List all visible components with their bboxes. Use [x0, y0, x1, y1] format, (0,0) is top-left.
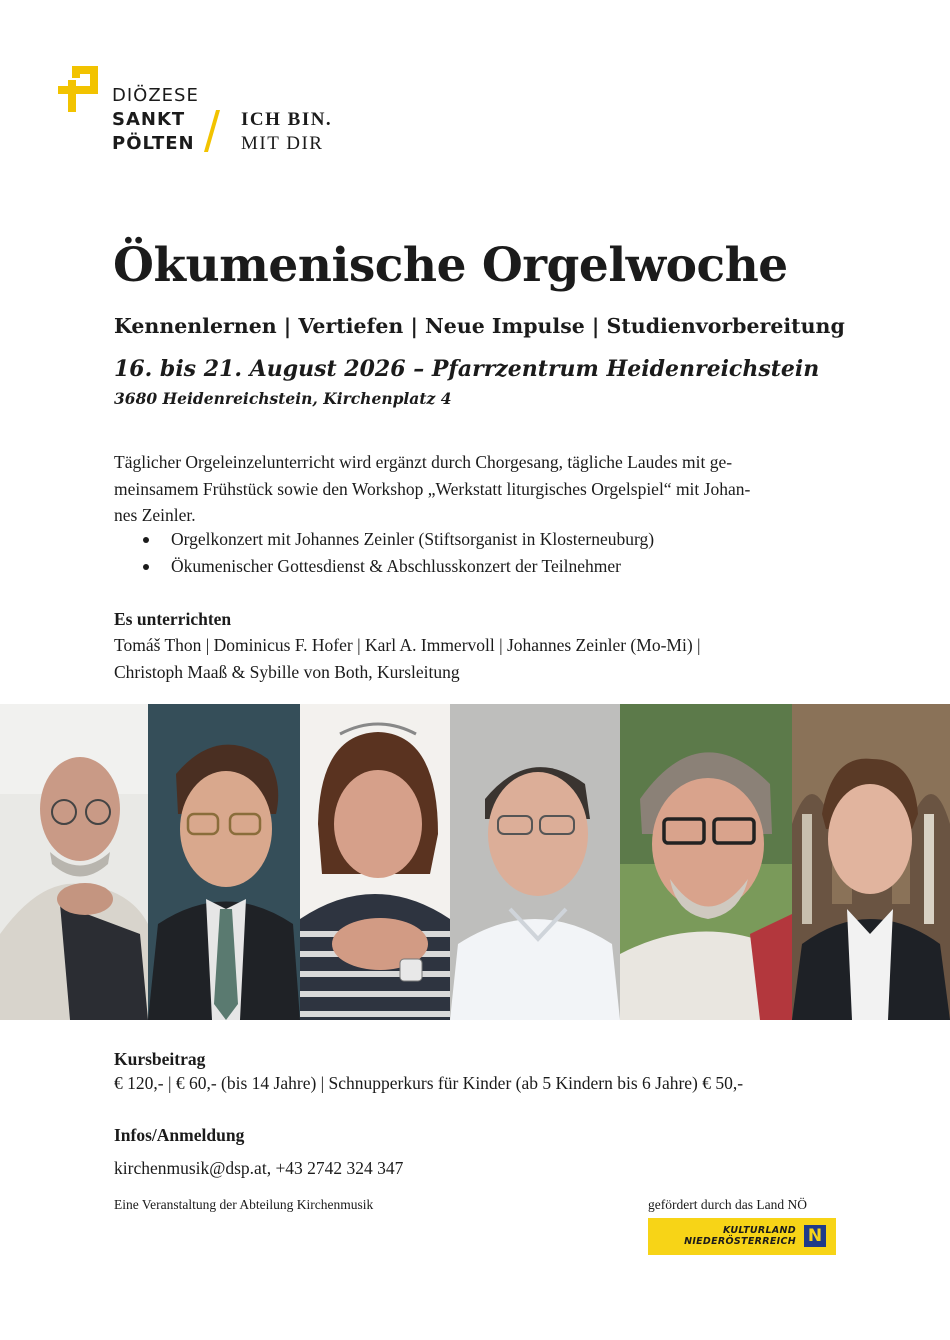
portrait-photo-2 — [148, 704, 300, 1020]
logo-divider — [204, 110, 220, 152]
list-item — [114, 553, 834, 580]
bullet-icon — [143, 564, 149, 570]
list-item-text: Ökumenischer Gottesdienst & Abschlusskonzert der Teilnehmer — [171, 556, 621, 576]
portrait-photo-3 — [300, 704, 450, 1020]
list-item-text: Orgelkonzert mit Johannes Zeinler (Stiftsorganist in Klosterneuburg) — [171, 529, 655, 549]
kulturland-wordmark — [684, 1225, 796, 1247]
diocese-logo — [58, 66, 378, 166]
description-line: meinsamem Frühstück sowie den Workshop „Werkstatt liturgisches Orgelspiel“ mit Johan- — [114, 478, 751, 499]
kulturland-line1: KULTURLAND — [723, 1225, 796, 1236]
organizer-note: Eine Veranstaltung der Abteilung Kirchenmusik — [114, 1197, 374, 1212]
description — [114, 449, 834, 529]
logo-claim-line2: MIT DIR — [241, 133, 324, 154]
page-title: Ökumenische Orgelwoche — [113, 238, 788, 293]
teachers-line: Tomáš Thon | Dominicus F. Hofer | Karl A. Immervoll | Johannes Zeinler (Mo-Mi) | — [114, 635, 701, 655]
list-item — [114, 526, 834, 553]
teachers-list — [114, 632, 701, 686]
diocese-name-line2: SANKT — [112, 109, 186, 130]
teacher-photos — [0, 704, 950, 1020]
portrait-photo-4 — [450, 704, 620, 1020]
fee-text: € 120,- | € 60,- (bis 14 Jahre) | Schnupperkurs für Kinder (ab 5 Kindern bis 6 Jahre) € 50,- — [114, 1073, 744, 1093]
funding-note: gefördert durch das Land NÖ — [648, 1197, 807, 1212]
bullet-icon — [143, 537, 149, 543]
kulturland-n-icon: N — [804, 1225, 826, 1247]
kulturland-line2: NIEDERÖSTERREICH — [684, 1236, 796, 1247]
fee-heading: Kursbeitrag — [114, 1049, 206, 1069]
event-address: 3680 Heidenreichstein, Kirchenplatz 4 — [114, 389, 452, 408]
portrait-photo-6 — [792, 704, 950, 1020]
subtitle: Kennenlernen | Vertiefen | Neue Impulse | Studienvorbereitung — [114, 314, 845, 338]
portrait-photo-1 — [0, 704, 148, 1020]
teachers-heading: Es unterrichten — [114, 609, 232, 629]
teachers-line: Christoph Maaß & Sybille von Both, Kursleitung — [114, 662, 460, 682]
diocese-name-line1: DIÖZESE — [112, 85, 199, 106]
contact-info[interactable]: kirchenmusik@dsp.at, +43 2742 324 347 — [114, 1158, 404, 1178]
description-line: Täglicher Orgeleinzelunterricht wird ergänzt durch Chorgesang, tägliche Laudes mit ge- — [114, 452, 733, 472]
portrait-photo-5 — [620, 704, 792, 1020]
highlights-list — [114, 526, 834, 580]
diocese-name-line3: PÖLTEN — [112, 133, 195, 154]
logo-claim — [241, 108, 332, 156]
logo-claim-line1: ICH BIN. — [241, 109, 333, 130]
diocese-cross-icon — [58, 66, 102, 114]
diocese-name — [112, 84, 199, 156]
info-heading: Infos/Anmeldung — [114, 1125, 245, 1145]
kulturland-logo — [648, 1218, 836, 1255]
event-date: 16. bis 21. August 2026 – Pfarrzentrum Heidenreichstein — [114, 356, 820, 382]
description-line: nes Zeinler. — [114, 505, 196, 525]
